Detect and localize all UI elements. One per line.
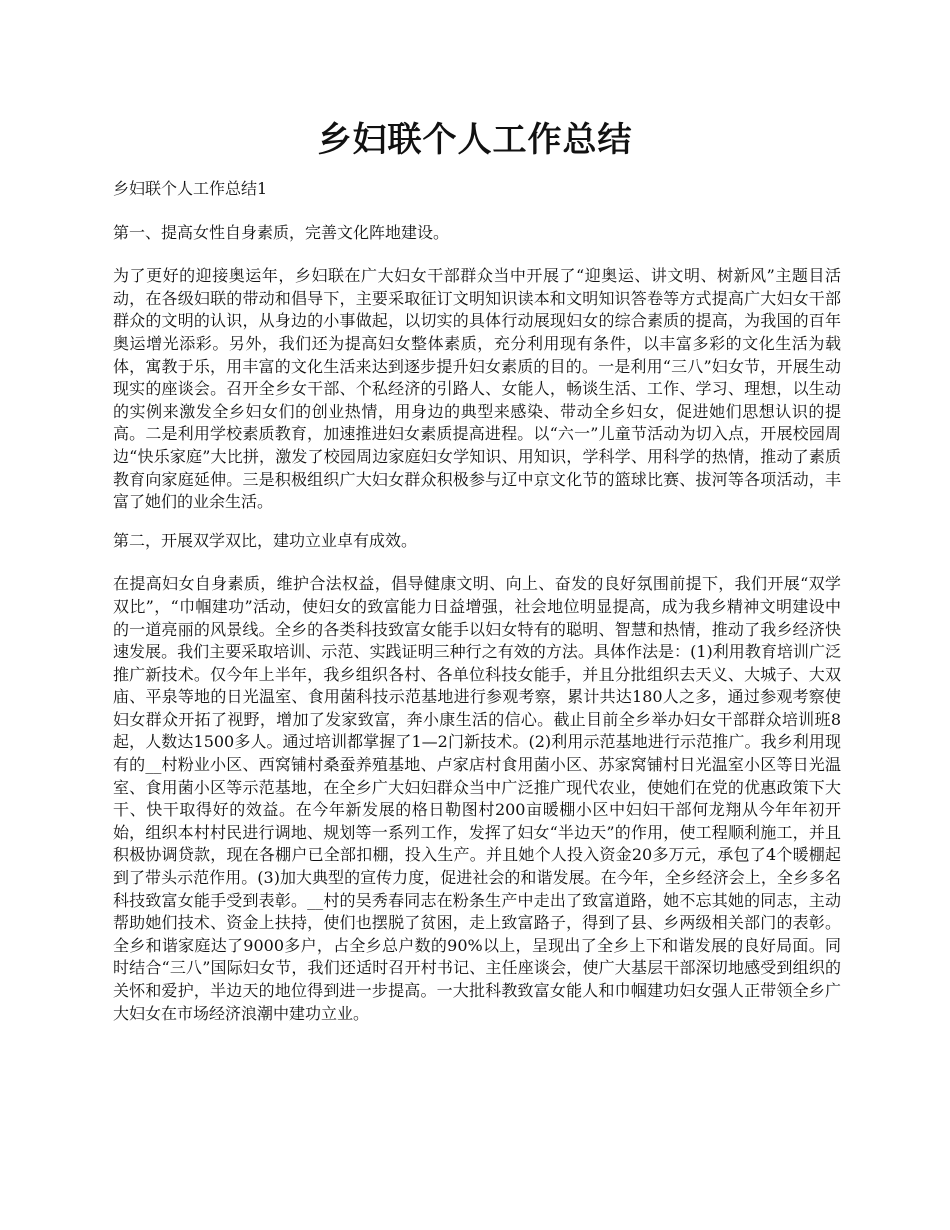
- document-body: [113, 178, 841, 1041]
- section-heading-2: 第二，开展双学双比，建功立业卓有成效。: [113, 530, 418, 550]
- section-body-1: 为了更好的迎接奥运年，乡妇联在广大妇女干部群众当中开展了“迎奥运、讲文明、树新风”主题目活动，在各级妇联的带动和倡导下，主要采取征订文明知识读本和文明知识答卷等方式提高广大妇女干部群众的文明的认识，从身边的小事做起，以切实的具体行动展现妇女的综合素质的提高，为我国的百年奥运增光添彩。另外，我们还为提高妇女整体素质，充分利用现有条件，以丰富多彩的文化生活为载体，寓教于乐，用丰富的文化生活来达到逐步提升妇女素质的目的。一是利用“三八”妇女节，开展生动现实的座谈会。召开全乡女干部、个私经济的引路人、女能人，畅谈生活、工作、学习、理想，以生动的实例来激发全乡妇女们的创业热情，用身边的典型来感染、带动全乡妇女，促进她们思想认识的提高。二是利用学校素质教育，加速推进妇女素质提高进程。以“六一”儿童节活动为切入点，开展校园周边“快乐家庭”大比拼，激发了校园周边家庭妇女学知识、用知识，学科学、用科学的热情，推动了素质教育向家庭延伸。三是积极组织广大妇女群众积极参与辽中京文化节的篮球比赛、拔河等各项活动，丰富了她们的业余生活。: [113, 266, 841, 512]
- section-body-2: 在提高妇女自身素质，维护合法权益，倡导健康文明、向上、奋发的良好氛围前提下，我们开展“双学双比”，“巾帼建功”活动，使妇女的致富能力日益增强，社会地位明显提高，成为我乡精神文明建设中的一道亮丽的风景线。全乡的各类科技致富女能手以妇女特有的聪明、智慧和热情，推动了我乡经济快速发展。我们主要采取培训、示范、实践证明三种行之有效的方法。具体作法是：(1)利用教育培训广泛推广新技术。仅今年上半年，我乡组织各村、各单位科技女能手，并且分批组织去天义、大城子、大双庙、平泉等地的日光温室、食用菌科技示范基地进行参观考察，累计共达180人之多，通过参观考察使妇女群众开拓了视野，增加了发家致富，奔小康生活的信心。截止目前全乡举办妇女干部群众培训班8起，人数达1500多人。通过培训都掌握了1—2门新技术。(2)利用示范基地进行示范推广。我乡利用现有的__村粉业小区、西窝铺村桑蚕养殖基地、卢家店村食用菌小区、苏家窝铺村日光温室小区等日光温室、食用菌小区等示范基地，在全乡广大妇妇群众当中广泛推广现代农业，使她们在党的优惠政策下大干、快干取得好的效益。在今年新发展的格日勒图村200亩暖棚小区中妇妇干部何龙翔从今年年初开始，组织本村村民进行调地、规划等一系列工作，发挥了妇女“半边天”的作用，使工程顺利施工，并且积极协调贷款，现在各棚户已全部扣棚，投入生产。并且她个人投入资金20多万元，承包了4个暖棚起到了带头示范作用。(3)加大典型的宣传力度，促进社会的和谐发展。在今年，全乡经济会上，全乡多名科技致富女能手受到表彰。__村的吴秀春同志在粉条生产中走出了致富道路，她不忘其她的同志，主动帮助她们技术、资金上扶持，使们也摆脱了贫困，走上致富路子，得到了县、乡两级相关部门的表彰。全乡和谐家庭达了9000多户，占全乡总户数的90%以上，呈现出了全乡上下和谐发展的良好局面。同时结合“三八”国际妇女节，我们还适时召开村书记、主任座谈会，使广大基层干部深切地感受到组织的关怀和爱护，半边天的地位得到进一步提高。一大批科教致富女能人和巾帼建功妇女强人正带领全乡广大妇女在市场经济浪潮中建功立业。: [113, 574, 841, 1023]
- document-subtitle: 乡妇联个人工作总结1: [113, 179, 268, 198]
- section-heading-1: 第一、提高女性自身素质，完善文化阵地建设。: [113, 222, 450, 242]
- document-title: 乡妇联个人工作总结: [317, 120, 633, 160]
